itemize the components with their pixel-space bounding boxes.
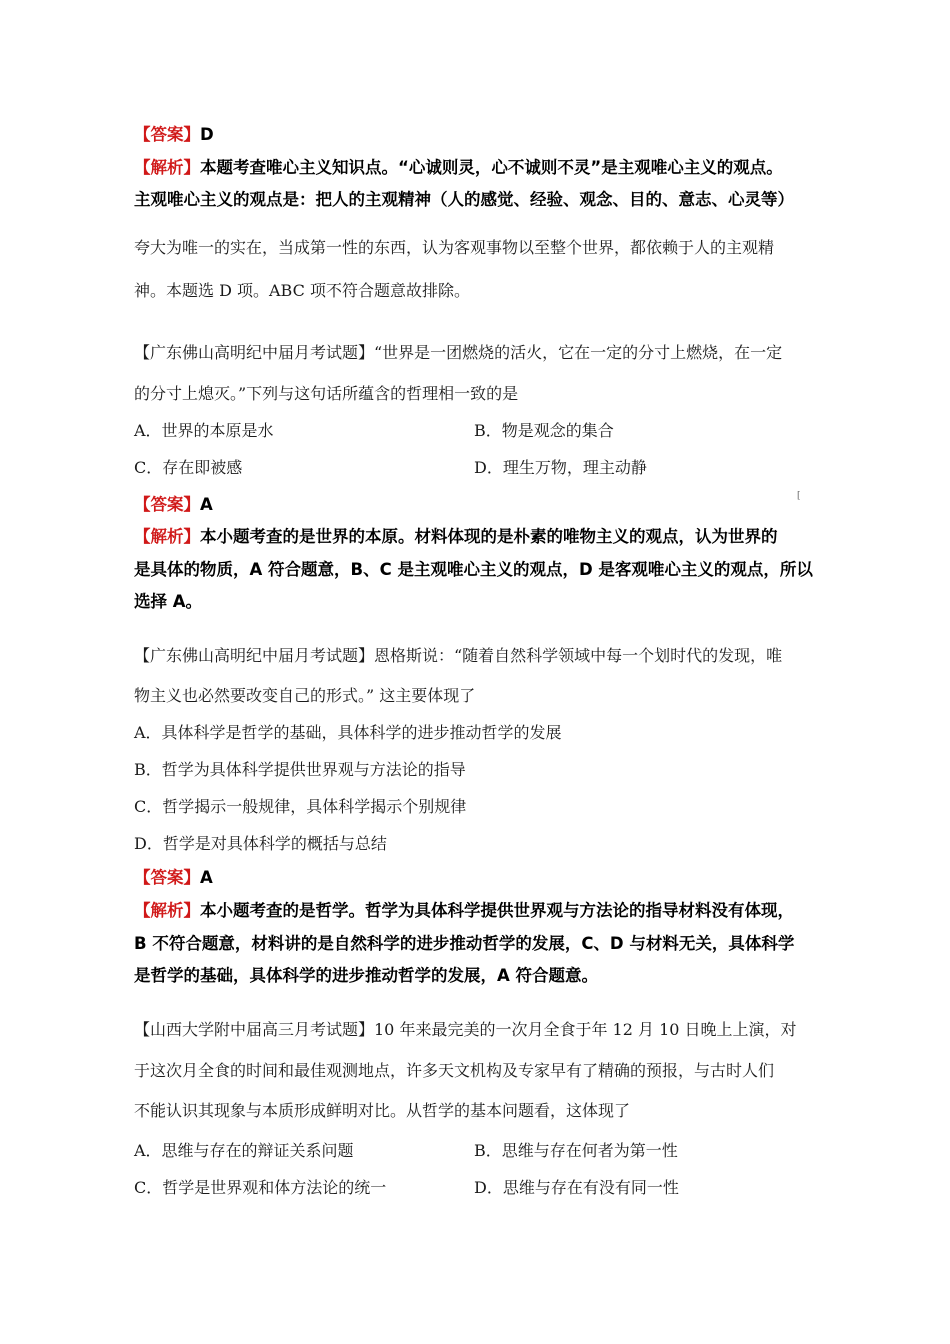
analysis-line: B 不符合题意，材料讲的是自然科学的进步推动哲学的发展，C、D 与材料无关，具体科学 [134, 934, 795, 953]
analysis-line: 是哲学的基础，具体科学的进步推动哲学的发展，A 符合题意。 [134, 966, 599, 985]
stray-mark: [ [797, 491, 801, 501]
analysis-text: 本小题考查的是世界的本原。材料体现的是朴素的唯物主义的观点，认为世界的 [200, 527, 778, 546]
analysis-line: 是具体的物质，A 符合题意，B、C 是主观唯心主义的观点，D 是客观唯心主义的观点，所以 [134, 560, 813, 579]
analysis-line [134, 901, 794, 921]
answer-tag: 【答案】 [134, 495, 200, 514]
analysis-line: 夸大为唯一的实在，当成第一性的东西，认为客观事物以至整个世界，都依赖于人的主观精 [134, 238, 775, 257]
question-stem: 【山西大学附中届高三月考试题】10 年来最完美的一次月全食于年 12 月 10 日晚上上演，对 [134, 1020, 797, 1039]
answer-value: A [200, 495, 213, 514]
option-d: D．理生万物，理主动静 [474, 458, 647, 477]
option-d: D．哲学是对具体科学的概括与总结 [134, 834, 387, 853]
option-a: A．思维与存在的辩证关系问题 [134, 1141, 354, 1160]
option-d: D．思维与存在有没有同一性 [474, 1178, 679, 1197]
answer-value: A [200, 868, 213, 887]
analysis-line [134, 527, 778, 547]
answer-value: D [200, 125, 214, 144]
answer-tag: 【答案】 [134, 125, 200, 144]
question-stem: 于这次月全食的时间和最佳观测地点，许多天文机构及专家早有了精确的预报，与古时人们 [134, 1061, 775, 1080]
option-b: B．物是观念的集合 [474, 421, 614, 440]
answer-tag: 【答案】 [134, 868, 200, 887]
analysis-tag: 【解析】 [134, 527, 200, 546]
option-a: A．具体科学是哲学的基础，具体科学的进步推动哲学的发展 [134, 723, 562, 742]
answer-line [134, 868, 213, 888]
question-stem: 不能认识其现象与本质形成鲜明对比。从哲学的基本问题看，这体现了 [134, 1101, 631, 1120]
answer-line [134, 125, 214, 145]
option-c: C．哲学揭示一般规律，具体科学揭示个别规律 [134, 797, 467, 816]
option-c: C．存在即被感 [134, 458, 243, 477]
option-b: B．哲学为具体科学提供世界观与方法论的指导 [134, 760, 466, 779]
analysis-tag: 【解析】 [134, 158, 200, 177]
analysis-text: 本小题考查的是哲学。哲学为具体科学提供世界观与方法论的指导材料没有体现， [200, 901, 794, 920]
option-b: B．思维与存在何者为第一性 [474, 1141, 678, 1160]
question-stem: 的分寸上熄灭。”下列与这句话所蕴含的哲理相一致的是 [134, 384, 519, 403]
analysis-line: 神。本题选 D 项。ABC 项不符合题意故排除。 [134, 281, 470, 300]
option-a: A．世界的本原是水 [134, 421, 274, 440]
analysis-line [134, 158, 783, 178]
analysis-text: 本题考查唯心主义知识点。“心诚则灵，心不诚则不灵”是主观唯心主义的观点。 [200, 158, 783, 177]
analysis-line: 选择 A。 [134, 592, 203, 611]
answer-line [134, 495, 213, 515]
analysis-line: 主观唯心主义的观点是：把人的主观精神（人的感觉、经验、观念、目的、意志、心灵等） [134, 190, 794, 209]
question-stem: 【广东佛山高明纪中届月考试题】恩格斯说：“随着自然科学领域中每一个划时代的发现，唯 [134, 646, 783, 665]
question-stem: 物主义也必然要改变自己的形式。” 这主要体现了 [134, 686, 476, 705]
analysis-tag: 【解析】 [134, 901, 200, 920]
question-stem: 【广东佛山高明纪中届月考试题】“世界是一团燃烧的活火，它在一定的分寸上燃烧，在一定 [134, 343, 783, 362]
option-c: C．哲学是世界观和体方法论的统一 [134, 1178, 387, 1197]
